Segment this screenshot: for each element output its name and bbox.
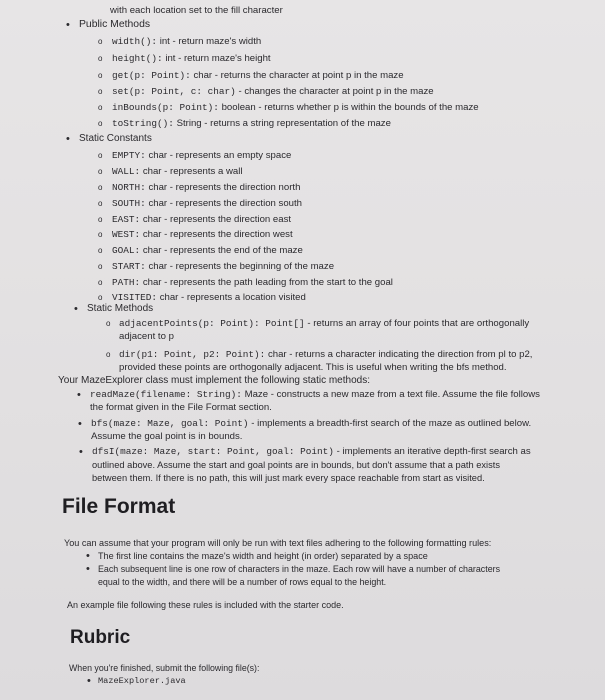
circle-bullet-icon: o [98, 71, 103, 80]
circle-bullet-icon: o [106, 319, 111, 328]
constant-north: NORTH: char - represents the direction north [112, 182, 301, 193]
bullet-icon: • [86, 550, 90, 562]
method-adjacentpoints: adjacentPoints(p: Point): Point[] - returns an array of four points that are orthogonally [119, 318, 530, 329]
circle-bullet-icon: o [98, 183, 103, 192]
circle-bullet-icon: o [98, 246, 103, 255]
file-format-rule-2: Each subsequent line is one row of characters in the maze. Each row will have a number of characters [98, 564, 501, 574]
method-readmaze-cont: the format given in the File Format section. [90, 402, 272, 413]
file-format-example: An example file following these rules is included with the starter code. [67, 600, 344, 610]
method-bfs-cont: Assume the goal point is in bounds. [91, 431, 243, 442]
constant-west: WEST: char - represents the direction west [112, 229, 293, 240]
bullet-icon: • [66, 19, 70, 31]
circle-bullet-icon: o [98, 167, 103, 176]
circle-bullet-icon: o [98, 262, 103, 271]
circle-bullet-icon: o [98, 37, 103, 46]
bullet-icon: • [74, 303, 78, 315]
bullet-icon: • [86, 563, 90, 575]
circle-bullet-icon: o [98, 230, 103, 239]
circle-bullet-icon: o [98, 199, 103, 208]
static-constants-heading: Static Constants [79, 133, 152, 144]
method-set: set(p: Point, c: char) - changes the character at point p in the maze [112, 86, 434, 97]
constant-visited: VISITED: char - represents a location visited [112, 292, 306, 303]
circle-bullet-icon: o [98, 151, 103, 160]
circle-bullet-icon: o [98, 103, 103, 112]
constant-empty: EMPTY: char - represents an empty space [112, 150, 292, 161]
circle-bullet-icon: o [98, 215, 103, 224]
explorer-intro: Your MazeExplorer class must implement the following static methods: [58, 375, 370, 386]
constant-goal: GOAL: char - represents the end of the maze [112, 245, 303, 256]
public-methods-heading: Public Methods [79, 19, 151, 30]
method-readmaze: readMaze(filename: String): Maze - constructs a new maze from a text file. Assume the file follows [90, 389, 540, 400]
method-inbounds: inBounds(p: Point): boolean - returns whether p is within the bounds of the maze [112, 102, 479, 113]
bullet-icon: • [78, 418, 82, 430]
method-tostring: toString(): String - returns a string representation of the maze [112, 118, 391, 129]
constant-wall: WALL: char - represents a wall [112, 166, 243, 177]
file-format-rule-2-cont: equal to the width, and there will be a number of rows equal to the height. [98, 577, 387, 587]
circle-bullet-icon: o [98, 278, 103, 287]
bullet-icon: • [79, 446, 83, 458]
file-format-rule-1: The first line contains the maze's width and height (in order) separated by a space [98, 551, 428, 561]
file-format-intro: You can assume that your program will only be run with text files adhering to the following formatting rules: [64, 538, 492, 548]
circle-bullet-icon: o [98, 87, 103, 96]
static-methods-heading: Static Methods [87, 303, 154, 314]
constant-south: SOUTH: char - represents the direction south [112, 198, 303, 209]
method-dir-cont: provided these points are orthogonally adjacent. This is useful when writing the bfs method. [119, 362, 507, 373]
intro-tail: with each location set to the fill character [110, 5, 283, 16]
constant-east: EAST: char - represents the direction east [112, 214, 292, 225]
bullet-icon: • [66, 133, 70, 145]
circle-bullet-icon: o [98, 54, 103, 63]
circle-bullet-icon: o [106, 350, 111, 359]
constant-start: START: char - represents the beginning of the maze [112, 261, 335, 272]
method-height: height(): int - return maze's height [112, 53, 271, 64]
rubric-file-name: MazeExplorer.java [98, 676, 186, 686]
circle-bullet-icon: o [98, 293, 103, 302]
rubric-heading: Rubric [70, 627, 131, 648]
rubric-submit-text: When you're finished, submit the following file(s): [69, 663, 260, 673]
bullet-icon: • [87, 675, 91, 687]
method-dfsi: dfsI(maze: Maze, start: Point, goal: Point) - implements an iterative depth-first search as [92, 446, 531, 457]
circle-bullet-icon: o [98, 119, 103, 128]
method-width: width(): int - return maze's width [112, 36, 262, 47]
method-get: get(p: Point): char - returns the character at point p in the maze [112, 70, 404, 81]
method-bfs: bfs(maze: Maze, goal: Point) - implements a breadth-first search of the maze as outlined below. [91, 418, 532, 429]
constant-path: PATH: char - represents the path leading from the start to the goal [112, 277, 393, 288]
file-format-heading: File Format [62, 495, 176, 518]
bullet-icon: • [77, 389, 81, 401]
method-adjacentpoints-cont: adjacent to p [119, 331, 174, 342]
method-dfsi-cont-1: outlined above. Assume the start and goal points are in bounds, but don't assume that a path exists [92, 460, 501, 470]
method-dfsi-cont-2: between them. If there is no path, this will just mark every space reachable from start as visited. [92, 473, 485, 483]
method-dir: dir(p1: Point, p2: Point): char - returns a character indicating the direction from pl to p2, [119, 349, 533, 360]
